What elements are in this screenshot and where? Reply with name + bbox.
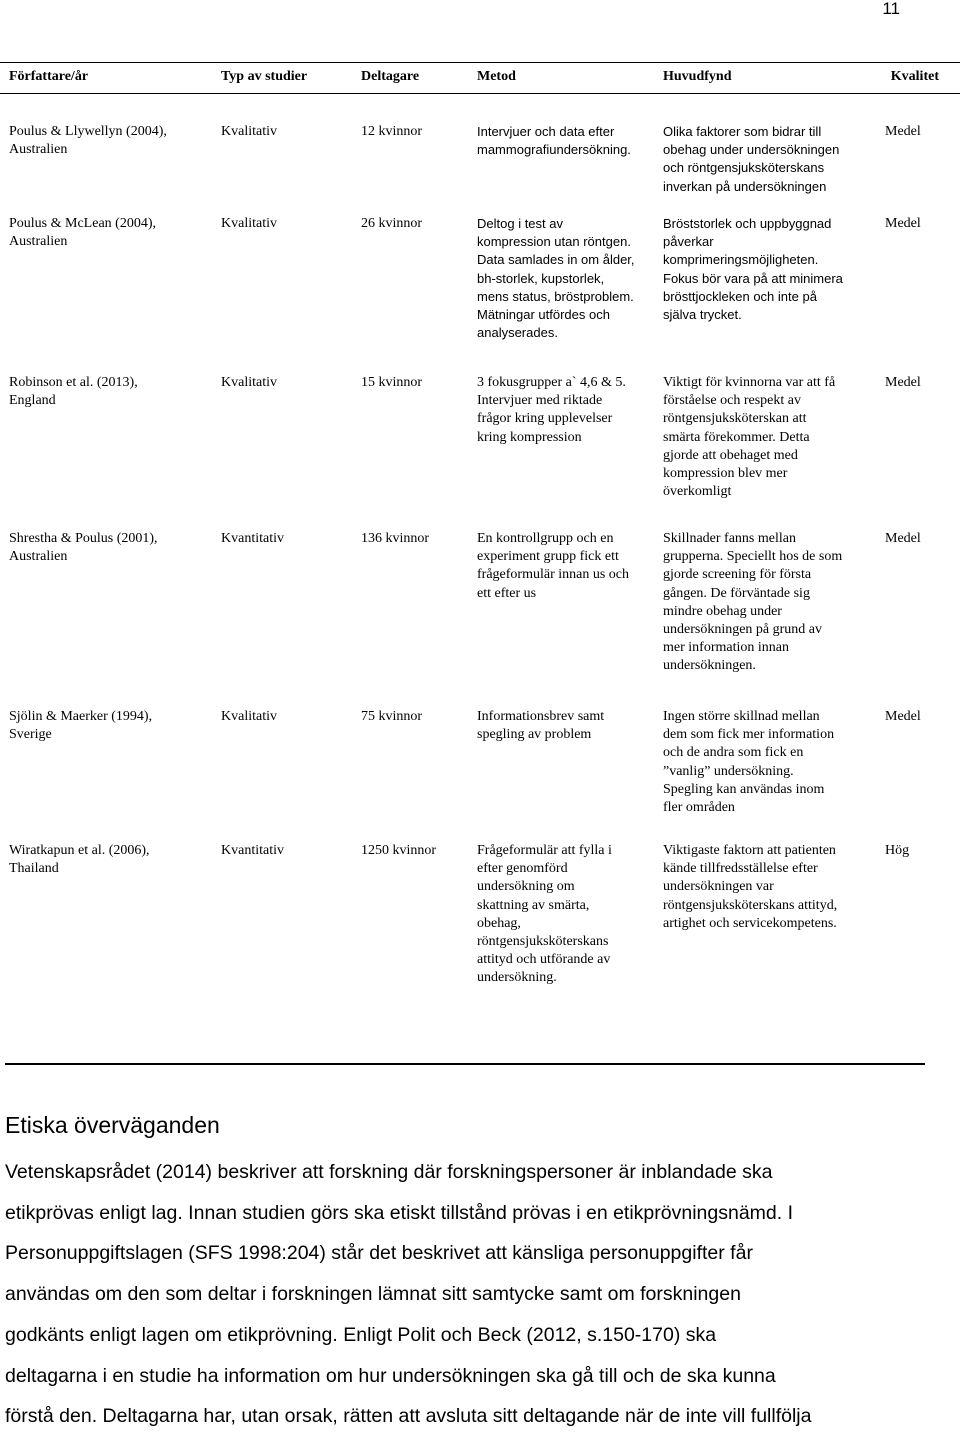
cell-author: Shrestha & Poulus (2001), Australien (9, 531, 158, 565)
cell-findings: Skillnader fanns mellan grupperna. Speciellt hos de som gjorde screening för första gången. De förväntade sig mindre obehag under undersökningen på grund av mer information innan undersökningen. (663, 531, 843, 674)
cell-quality: Medel (885, 531, 921, 546)
body-line: användas om den som deltar i forskningen lämnat sitt samtycke samt om forskningen (5, 1283, 741, 1306)
cell-type: Kvalitativ (221, 709, 277, 724)
cell-method: Deltog i test av kompression utan röntgen. Data samlades in om ålder, bh-storlek, kupstorlek, mens status, bröstproblem. Mätningar utfördes och analyserades. (477, 216, 635, 341)
cell-type: Kvantitativ (221, 531, 284, 546)
cell-participants: 26 kvinnor (361, 216, 423, 231)
body-line: etikprövas enligt lag. Innan studien görs ska etiskt tillstånd prövas i en etikprövningsnämd. I (5, 1201, 794, 1224)
body-paragraph (5, 1152, 955, 1437)
body-line: Personuppgiftslagen (SFS 1998:204) står det beskrivet att känsliga personuppgifter får (5, 1242, 753, 1265)
cell-quality: Medel (885, 709, 921, 724)
body-line: deltagarna i en studie ha information om hur undersökningen ska gå till och de ska kunna (5, 1364, 776, 1387)
cell-quality: Medel (885, 216, 921, 231)
page-number: 11 (882, 0, 900, 18)
cell-quality: Medel (885, 124, 921, 139)
section-heading: Etiska överväganden (5, 1112, 220, 1138)
header-type: Typ av studier (221, 69, 308, 84)
cell-method: Intervjuer och data efter mammografiundersökning. (477, 124, 631, 158)
cell-participants: 15 kvinnor (361, 375, 423, 390)
section-separator (5, 1063, 925, 1065)
body-line: godkänts enligt lagen om etikprövning. Enligt Polit och Beck (2012, s.150-170) ska (5, 1323, 717, 1346)
cell-participants: 75 kvinnor (361, 709, 423, 724)
cell-findings: Viktigt för kvinnorna var att få förståelse och respekt av röntgensjuksköterskan att smärta förekommer. Detta gjorde att obehaget med kompression blev mer överkomligt (663, 375, 836, 500)
header-findings: Huvudfynd (663, 69, 732, 84)
cell-author: Wiratkapun et al. (2006), Thailand (9, 843, 150, 877)
cell-type: Kvalitativ (221, 124, 277, 139)
cell-findings: Ingen större skillnad mellan dem som fick mer information och de andra som fick en ”vanlig” undersökning. Spegling kan användas inom fler områden (663, 709, 835, 816)
header-author: Författare/år (9, 69, 89, 84)
cell-findings: Bröststorlek och uppbyggnad påverkar komprimeringsmöjligheten. Fokus bör vara på att minimera brösttjockleken och inte på själva trycket. (663, 216, 843, 323)
cell-method: En kontrollgrupp och en experiment grupp fick ett frågeformulär innan us och ett efter us (477, 531, 629, 601)
cell-participants: 12 kvinnor (361, 124, 423, 139)
cell-quality: Medel (885, 375, 921, 390)
header-participants: Deltagare (361, 69, 420, 84)
cell-method: Informationsbrev samt spegling av problem (477, 709, 605, 743)
body-line: förstå den. Deltagarna har, utan orsak, rätten att avsluta sitt deltagande när de inte vill fullfölja (5, 1405, 812, 1428)
cell-method: Frågeformulär att fylla i efter genomförd undersökning om skattning av smärta, obehag, röntgensjuksköterskans attityd och utförande av undersökning. (477, 843, 612, 986)
table-header-border (0, 93, 960, 94)
cell-type: Kvalitativ (221, 216, 277, 231)
cell-type: Kvalitativ (221, 375, 277, 390)
cell-author: Poulus & McLean (2004), Australien (9, 216, 156, 250)
header-method: Metod (477, 69, 516, 84)
cell-author: Robinson et al. (2013), England (9, 375, 138, 409)
cell-participants: 1250 kvinnor (361, 843, 437, 858)
cell-author: Sjölin & Maerker (1994), Sverige (9, 709, 153, 743)
header-quality: Kvalitet (890, 69, 939, 84)
cell-method: 3 fokusgrupper a` 4,6 & 5. Intervjuer med riktade frågor kring upplevelser kring kompression (477, 375, 626, 445)
cell-findings: Viktigaste faktorn att patienten kände tillfredsställelse efter undersökningen var röntgensjuksköterskans attityd, artighet och servicekompetens. (663, 843, 838, 931)
cell-participants: 136 kvinnor (361, 531, 430, 546)
cell-findings: Olika faktorer som bidrar till obehag under undersökningen och röntgensjuksköterskans inverkan på undersökningen (663, 124, 840, 194)
body-line: Vetenskapsrådet (2014) beskriver att forskning där forskningspersoner är inblandade ska (5, 1161, 773, 1183)
table-top-border (0, 62, 960, 63)
cell-quality: Hög (885, 843, 910, 858)
cell-author: Poulus & Llywellyn (2004), Australien (9, 124, 167, 158)
cell-type: Kvantitativ (221, 843, 284, 858)
